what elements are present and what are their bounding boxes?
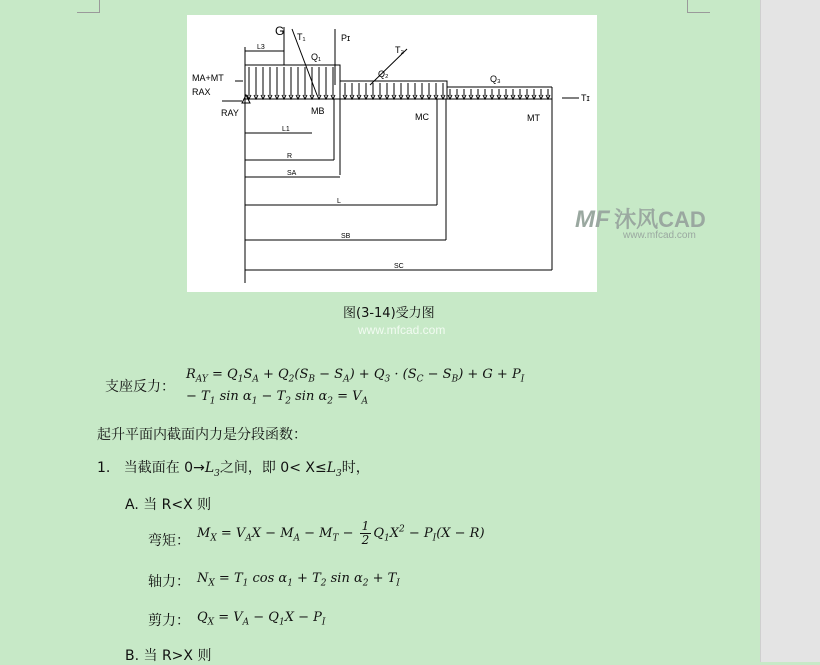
- label-ma-mt: MA+MT: [192, 73, 224, 83]
- equation-shear: $Q_X = V_A - Q_1X - P_I$: [197, 610, 326, 628]
- label-l3: L3: [257, 44, 265, 51]
- label-pi: Pɪ: [341, 33, 351, 43]
- case-a: A. 当 R<X 则: [125, 497, 212, 513]
- label-ray: RAY: [221, 108, 239, 118]
- equation-support-reaction-2: − $T_1$ $\sin \alpha_1 - T_2$ $\sin \alpha_2 = V_A$: [186, 389, 369, 407]
- shear-label: 剪力：: [148, 613, 190, 629]
- label-sb: SB: [341, 233, 351, 240]
- force-diagram-figure: [187, 15, 597, 292]
- equation-support-reaction-1: $R_{AY} = Q_1S_A + Q_2(S_B - S_A) + Q_3 \cdot (S_C - S_B) + G + P_I$: [186, 367, 525, 385]
- label-mc: MC: [415, 112, 429, 122]
- equation-axial: $N_X = T_1$ $\cos \alpha_1 + T_2$ $\sin \alpha_2 + T_I$: [197, 571, 400, 589]
- label-l: L: [337, 198, 341, 205]
- mf-logo-icon: MF: [575, 206, 610, 233]
- label-g: G: [275, 24, 285, 38]
- moment-label: 弯矩：: [148, 533, 190, 549]
- support-reaction-label: 支座反力：: [105, 379, 175, 395]
- force-diagram: [187, 15, 597, 292]
- list-number: 1.: [97, 460, 111, 476]
- list-item-1: 1. 当截面在 $0\to L_3$之间，即 $0< X\le L_3$时，: [97, 460, 370, 479]
- label-sc: SC: [394, 263, 404, 270]
- page-corner-mark-right: [687, 0, 710, 13]
- label-mt: MT: [527, 113, 540, 123]
- section-intro: 起升平面内截面内力是分段函数：: [97, 427, 307, 443]
- watermark-url: www.mfcad.com: [623, 230, 696, 241]
- label-mb: MB: [311, 106, 325, 116]
- watermark-logo: [575, 203, 706, 241]
- label-r: R: [287, 153, 293, 160]
- label-ti: Tɪ: [581, 93, 590, 103]
- label-l1: L1: [282, 126, 290, 133]
- equation-moment: $M_X = V_AX - M_A - M_T$ − $\frac{1}{2}$ $Q_1X^2 - P_I(X - R)$: [197, 519, 485, 547]
- item1-text-a: 当截面在 0→: [123, 460, 205, 476]
- item1-text-c: 时，: [341, 460, 370, 476]
- label-t1: T₁: [297, 32, 306, 42]
- watermark-brand: 沐风CAD: [614, 207, 706, 232]
- label-rax: RAX: [192, 87, 211, 97]
- page-corner-mark-left: [77, 0, 100, 13]
- label-sa: SA: [287, 170, 297, 177]
- label-q2: Q₂: [378, 69, 389, 79]
- vertical-scrollbar[interactable]: [760, 0, 820, 662]
- item1-text-b: 之间，即 0< X≤: [219, 460, 327, 476]
- case-b: B. 当 R>X 则: [125, 648, 212, 664]
- figure-caption: 图(3-14)受力图: [343, 306, 435, 321]
- label-q1: Q₁: [311, 52, 322, 62]
- label-t2: T₂: [395, 45, 404, 55]
- fraction-half: $\frac{1}{2}$: [361, 519, 370, 547]
- label-q3: Q₃: [490, 74, 501, 84]
- watermark-url-center: www.mfcad.com: [358, 323, 446, 337]
- axial-label: 轴力：: [148, 574, 190, 590]
